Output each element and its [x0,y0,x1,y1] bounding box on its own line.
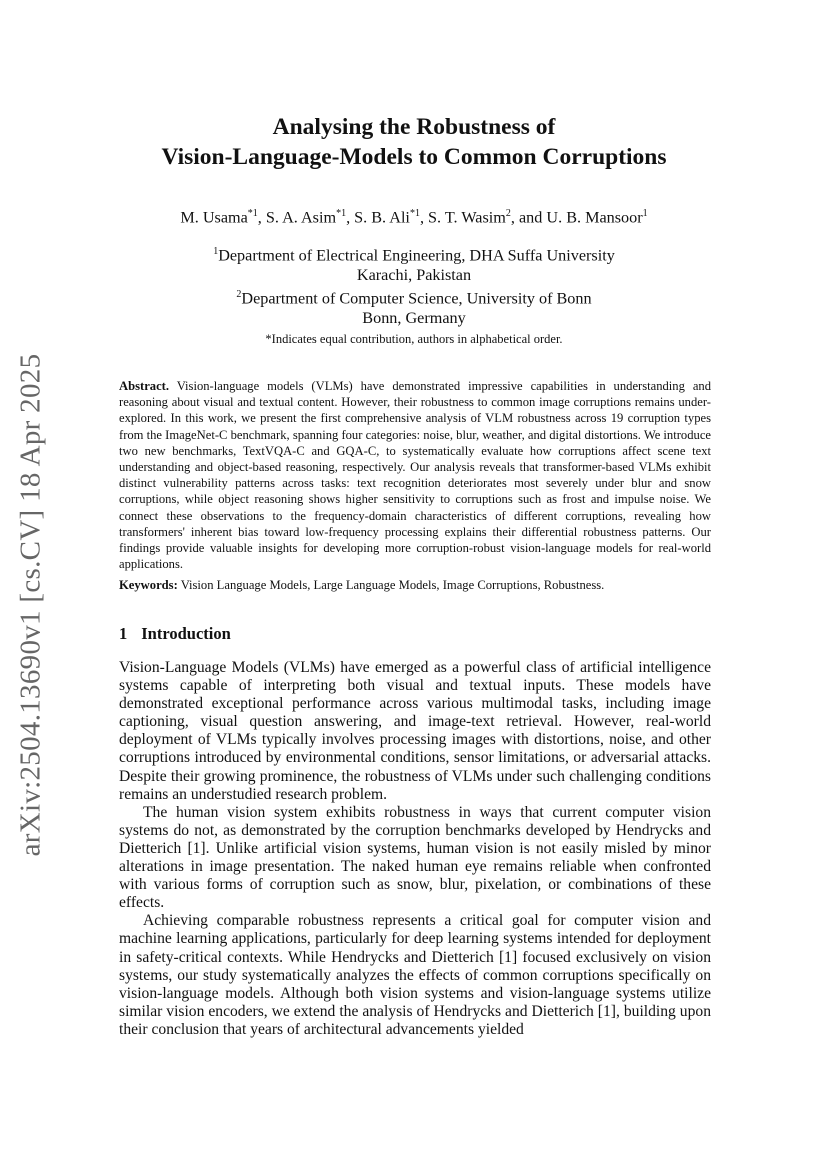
affiliation-mark: 2 [236,289,242,301]
author-separator: , [346,208,355,227]
abstract-label: Abstract. [119,379,170,393]
author-mark: 1 [642,208,648,219]
author-separator: , and [510,208,547,227]
author-name: U. B. Mansoor [546,208,643,227]
abstract [119,378,711,572]
affiliation-mark: 1 [213,246,219,257]
author-name: S. A. Asim [265,208,337,227]
author-separator: , [419,208,429,227]
author-mark: *1 [409,208,420,219]
affiliations [150,242,678,349]
author-mark: *1 [247,208,258,219]
affiliation-2 [150,285,678,309]
section-title: Introduction [141,624,231,643]
paper-title [100,112,728,172]
title-line-1: Analysing the Robustness of [272,114,556,140]
equal-contribution-note: *Indicates equal contribution, authors in alphabetical order. [265,331,563,346]
author-mark: *1 [336,208,347,219]
paragraph: Achieving comparable robustness represents a critical goal for computer vision and machine learning applications, particularly for deep learning systems intended for deployment in safety-critical contexts. While Hendrycks and Dietterich [1] focused exclusively on vision systems, our study systematically analyzes the effects of common corruptions specifically on vision-language models. Although both vision systems and vision-language systems utilize similar vision encoders, we extend the analysis of Hendrycks and Dietterich [1], building upon their conclusion that years of architectural advancements yielded [119,912,711,1038]
section-number: 1 [119,624,128,643]
abstract-text: Vision-language models (VLMs) have demonstrated impressive capabilities in understanding and reasoning about visual and textual content. However, their robustness to common image corruptions remains under-explored. In this work, we present the first comprehensive analysis of VLM robustness across 19 corruption types from the ImageNet-C benchmark, spanning four categories: noise, blur, weather, and digital distortions. We introduce two new benchmarks, TextVQA-C and GQA-C, to systematically evaluate how corruptions affect scene text understanding and object-based reasoning, respectively. Our analysis reveals that transformer-based VLMs exhibit distinct vulnerability patterns across tasks: text recognition deteriorates most severely under blur and snow corruptions, while object reasoning shows higher sensitivity to corruptions such as frost and impulse noise. We connect these observations to the frequency-domain characteristics of different corruptions, revealing how transformers' inherent bias toward low-frequency processing explains their differential robustness patterns. Our findings provide valuable insights for developing more corruption-robust vision-language models for real-world applications. [119,379,712,572]
author-list [90,208,738,227]
author-name: S. B. Ali [354,208,410,227]
author-mark: 2 [505,208,511,219]
keywords-label: Keywords: [119,578,178,592]
affiliation-1 [150,242,678,266]
keywords-text: Vision Language Models, Large Language Models, Image Corruptions, Robustness. [180,578,605,592]
paragraph: The human vision system exhibits robustness in ways that current computer vision systems do not, as demonstrated by the corruption benchmarks developed by Hendrycks and Dietterich [1]. Unlike artificial vision systems, human vision is not easily misled by minor alterations in image presentation. The naked human eye remains reliable when confronted with various forms of corruption such as snow, blur, pixelation, or combinations of these effects. [119,803,711,912]
keywords [119,578,711,593]
paragraph: Vision-Language Models (VLMs) have emerged as a powerful class of artificial intelligence systems capable of interpreting both visual and textual inputs. These models have demonstrated exceptional performance across various multimodal tasks, including image captioning, visual question answering, and image-text retrieval. However, real-world deployment of VLMs typically involves processing images with distortions, noise, and other corruptions introduced by environmental conditions, sensor limitations, or adversarial attacks. Despite their growing prominence, the robustness of VLMs under such challenging conditions remains an understudied research problem. [119,659,711,803]
body-text [119,659,711,1039]
affiliation-1-location: Karachi, Pakistan [356,265,472,284]
title-line-2: Vision-Language-Models to Common Corruptions [161,144,667,170]
arxiv-identifier-text: arXiv:2504.13690v1 [cs.CV] 18 Apr 2025 [14,353,47,857]
section-heading [119,624,231,644]
affiliation-2-location: Bonn, Germany [362,309,466,328]
affiliation-text: Department of Computer Science, University of Bonn [241,289,592,308]
author-name: M. Usama [180,208,248,227]
affiliation-text: Department of Electrical Engineering, DHA Suffa University [218,246,615,265]
author-name: S. T. Wasim [428,208,506,227]
author-separator: , [257,208,266,227]
arxiv-identifier [10,353,52,857]
